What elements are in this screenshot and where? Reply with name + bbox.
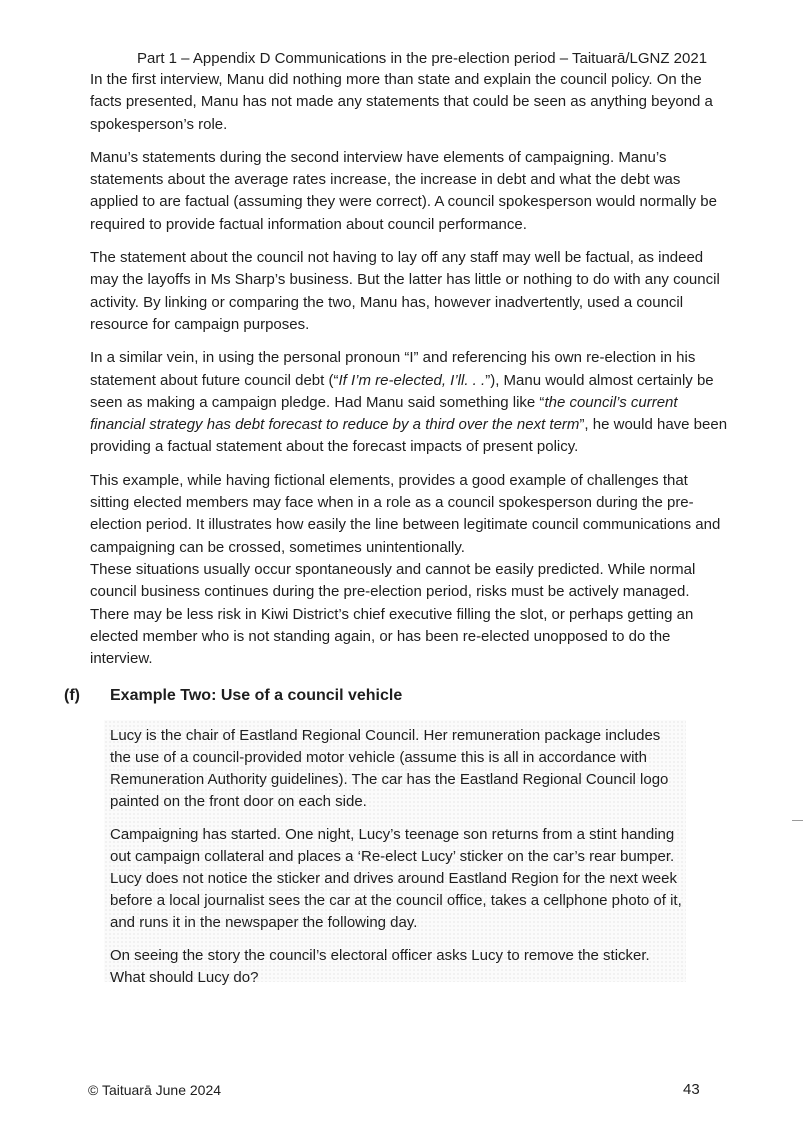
paragraph-4-text-a: In a similar vein, in using the personal pronoun “I” and referencing his own re-election in his statement about future council debt (“ [90,349,696,389]
body-paragraph-2: Manu’s statements during the second interview have elements of campaigning. Manu’s statements about the average rates increase, the increase in debt and what the debt was applied to are factual (assuming they were correct). A council spokesperson would normally be required to provide factual information about council performance. [90,148,717,233]
example-paragraph-2: Campaigning has started. One night, Lucy’s teenage son returns from a stint handing out campaign collateral and places a ‘Re-elect Lucy’ sticker on the car’s rear bumper. Lucy does not notice the sticker and drives around Eastland Region for the next week before a local journalist sees the car at the council office, takes a cellphone photo of it, and runs it in the newspaper the following day. [110,826,682,931]
body-paragraph-6: These situations usually occur spontaneously and cannot be easily predicted. While normal council business continues during the pre-election period, risks must be actively managed. There may be less risk in Kiwi District’s chief executive filling the slot, or perhaps getting an elected member who is not standing again, or has been re-elected unopposed to do the interview. [90,560,696,668]
page-number: 43 [683,1081,700,1098]
example-paragraph-3: On seeing the story the council’s electoral officer asks Lucy to remove the sticker. What should Lucy do? [110,947,650,986]
quote-reelected: If I’m re-elected, I’ll. . . [338,371,486,389]
footer-copyright: © Taituarā June 2024 [88,1082,222,1098]
margin-mark [792,820,803,821]
body-paragraph-5: This example, while having fictional elements, provides a good example of challenges that sitting elected members may face when in a role as a council spokesperson during the pre-election period. It illustrates how easily the line between legitimate council communications and campaigning can be crossed, sometimes unintentionally. [90,471,721,556]
body-text [90,69,730,681]
example-text [110,725,685,1000]
example-paragraph-1: Lucy is the chair of Eastland Regional Council. Her remuneration package includes the use of a council-provided motor vehicle (assume this is all in accordance with Remuneration Authority guidelines). The car has the Eastland Regional Council logo painted on the front door on each side. [110,727,669,810]
body-paragraph-1: In the first interview, Manu did nothing more than state and explain the council policy. On the facts presented, Manu has not made any statements that could be seen as anything beyond a spokesperson’s role. [90,71,713,133]
body-paragraph-3: The statement about the council not having to lay off any staff may well be factual, as indeed may the layoffs in Ms Sharp’s business. But the latter has little or nothing to do with any council activity. By linking or comparing the two, Manu has, however inadvertently, used a council resource for campaign purposes. [90,249,720,333]
paragraph-4-text-b: ”), Manu would almost certainly be seen as making a campaign pledge. Had Manu said something like “ [90,371,714,411]
section-label: (f) [64,687,80,704]
quote-financial-strategy: the council’s current financial strategy has debt forecast to reduce by a third over the next term [90,393,678,434]
paragraph-4-text-c: ”, he would have been providing a factual statement about the forecast impacts of present policy. [90,416,728,456]
section-heading: Example Two: Use of a council vehicle [110,687,403,704]
running-header: Part 1 – Appendix D Communications in the pre-election period – Taituarā/LGNZ 2021 [137,50,708,67]
body-paragraph-4 [90,347,730,458]
